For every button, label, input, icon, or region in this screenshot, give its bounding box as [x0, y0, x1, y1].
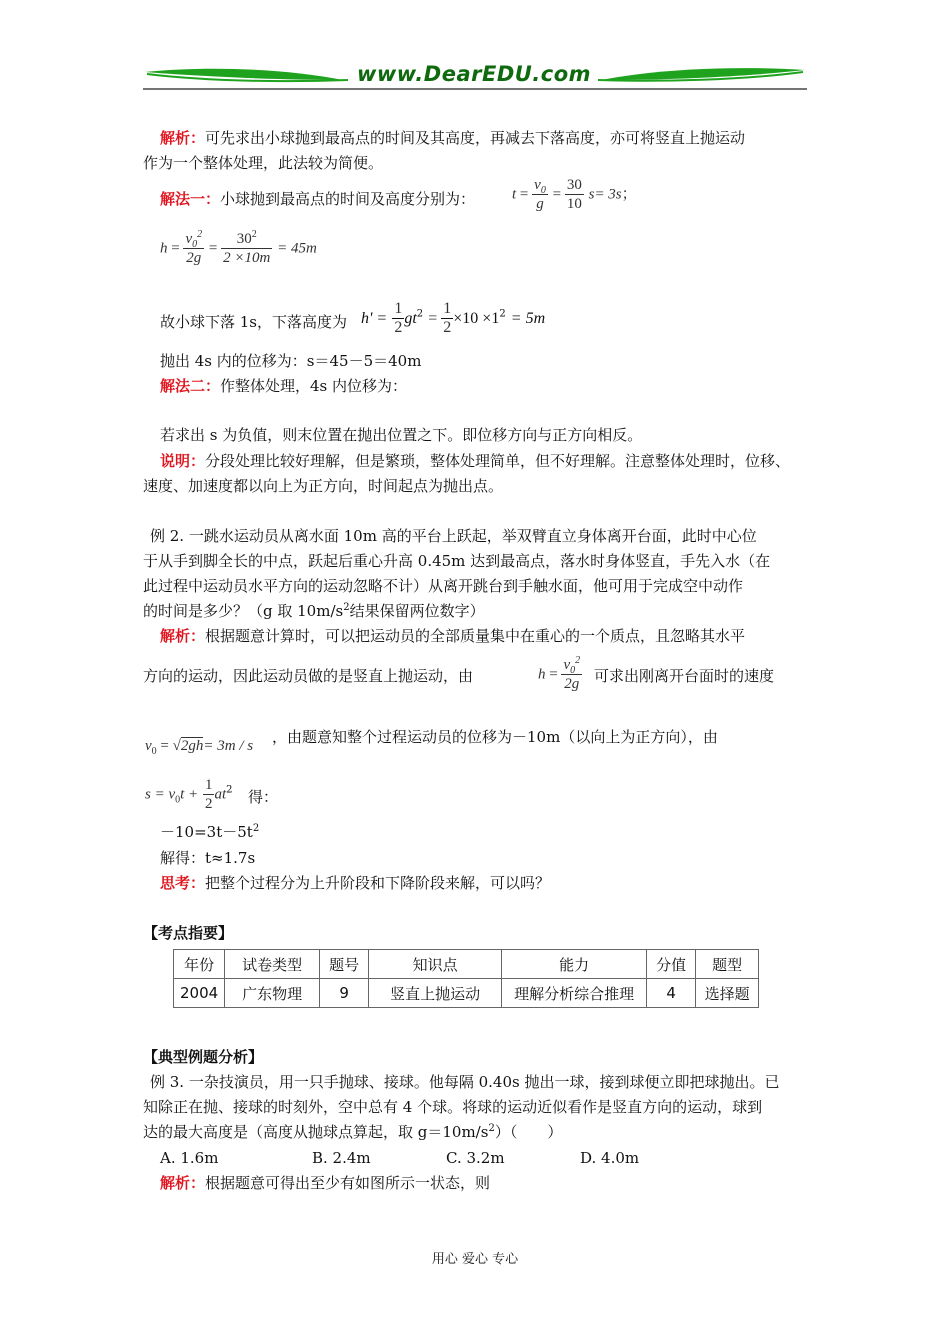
ex2-line-1: 例 2. 一跳水运动员从离水面 10m 高的平台上跃起，举双臂直立身体离开台面，此时中心位 — [150, 527, 757, 545]
jiexi-label: 解析： — [160, 129, 206, 147]
table-header-row: 年份 试卷类型 题号 知识点 能力 分值 题型 — [174, 950, 759, 979]
formula-hprime: h' = $\frac{1}{2}$ $gt^2$ = $\frac{1}{2}$ $\times 10 \times 1^2 = 5m$ — [361, 300, 546, 336]
ex3-line-3: 达的最大高度是（高度从抛球点算起，取 $g=10m/s^2$）（ ） — [143, 1123, 563, 1141]
de-text: 得： — [248, 788, 279, 806]
formula-s: $s = v_0t$ + $\frac{1}{2}$ $at^2$ — [145, 777, 233, 812]
ex3-jiexi: 解析：根据题意可得出至少有如图所示一状态，则 — [160, 1174, 491, 1192]
kaodian-title: 【考点指要】 — [143, 924, 234, 942]
formula-v0: $v_0 = √2gh= 3m / s$ — [145, 738, 254, 757]
ex3-line-2: 知除正在抛、接球的时刻外，空中总有 4 个球。将球的运动近似看作是竖直方向的运动，球到 — [143, 1098, 763, 1116]
frac-30sq: $\frac{30^2}{2 \times 10m}$ — [223, 229, 271, 266]
shuoming-line-2: 速度、加速度都以向上为正方向，时间起点为抛出点。 — [143, 477, 504, 495]
dianxing-title: 【典型例题分析】 — [143, 1048, 264, 1066]
page-footer: 用心 爱心 专心 — [431, 1252, 519, 1267]
table-row: 2004 广东物理 9 竖直上抛运动 理解分析综合推理 4 选择题 — [174, 979, 759, 1008]
option-d: D. 4.0m — [580, 1149, 640, 1167]
kaodian-table — [173, 949, 759, 1008]
formula-h: h = $\frac{v_0^2}{2g}$ = $\frac{30^2}{2 \times 10m}$ = 45m — [160, 229, 317, 266]
frac-30-10: $\frac{30}{10}$ — [566, 177, 582, 212]
ex2-jiexi-line-2b: 可求出刚离开台面时的速度 — [594, 667, 775, 685]
ex2-jiexi-line-1: 解析：根据题意计算时，可以把运动员的全部质量集中在重心的一个质点，且忽略其水平 — [160, 627, 746, 645]
ex2-jiexi-line-2a: 方向的运动，因此运动员做的是竖直上抛运动，由 — [143, 667, 474, 685]
equation: $-10=3t-5t^2$ — [160, 823, 260, 841]
ex2-line-3: 此过程中运动员水平方向的运动忽略不计）从离开跳台到手触水面，他可用于完成空中动作 — [143, 577, 744, 595]
header-banner — [143, 58, 807, 94]
frac-v0-g: $\frac{v_0}{g}$ — [534, 177, 546, 212]
disp-text: 抛出 4s 内的位移为：s＝45－5＝40m — [160, 352, 422, 370]
option-b: B. 2.4m — [312, 1149, 371, 1167]
sikao-line: 思考：把整个过程分为上升阶段和下降阶段来解，可以吗？ — [160, 874, 551, 892]
jiexi-text: 可先求出小球抛到最高点的时间及其高度，再减去下落高度，亦可将竖直上抛运动 — [205, 129, 746, 147]
frac-v0sq-2g: $\frac{v_0^2}{2g}$ — [185, 229, 203, 266]
formula-t: t = $\frac{v_0}{g}$ = $\frac{30}{10}$ s= 3s； — [512, 177, 637, 212]
option-a: A. 1.6m — [160, 1149, 219, 1167]
ex2-line-5: ，由题意知整个过程运动员的位移为－10m（以向上为正方向），由 — [272, 728, 718, 746]
ex2-line-2: 于从手到脚全长的中点，跃起后重心升高 0.45m 达到最高点，落水时身体竖直，手先入水（在 — [143, 552, 771, 570]
shuoming-line-1: 说明：分段处理比较好理解，但是繁琐，整体处理简单，但不好理解。注意整体处理时，位移、 — [160, 452, 791, 470]
fa1-text: 小球抛到最高点的时间及高度分别为： — [220, 190, 476, 208]
site-logo: www.DearEDU.com — [356, 62, 592, 86]
jiexi-line-2: 作为一个整体处理，此法较为简便。 — [143, 154, 384, 172]
drop-text: 故小球下落 1s，下落高度为 — [160, 313, 348, 331]
neg-text: 若求出 s 为负值，则末位置在抛出位置之下。即位移方向与正方向相反。 — [160, 426, 643, 444]
fa1-label: 解法一： — [160, 190, 221, 208]
fa1-line — [160, 189, 475, 209]
formula-h-2: h = $\frac{v_0^2}{2g}$ — [538, 655, 581, 692]
solution: 解得：t≈1.7s — [160, 849, 256, 867]
ex3-line-1: 例 3. 一杂技演员，用一只手抛球、接球。他每隔 0.40s 抛出一球，接到球便立即把球抛出。已 — [150, 1073, 780, 1091]
jiexi-line-1 — [160, 128, 745, 148]
fa2-line: 解法二：作整体处理，4s 内位移为： — [160, 377, 408, 395]
ex2-line-4: 的时间是多少？（g 取 $10m/s^2$结果保留两位数字） — [143, 602, 485, 620]
option-c: C. 3.2m — [446, 1149, 505, 1167]
